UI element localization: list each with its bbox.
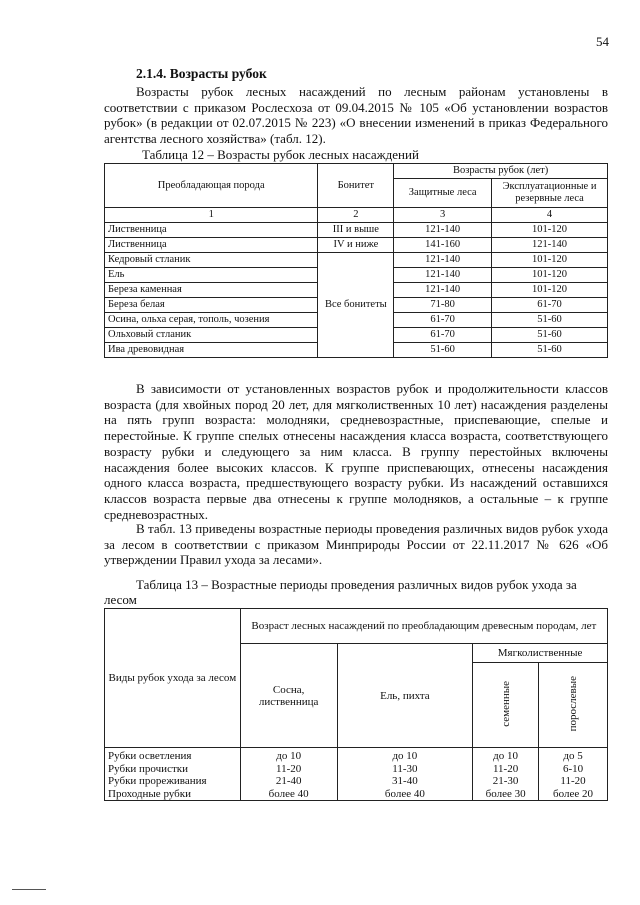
list-item: более 20 — [553, 787, 594, 800]
list-item: Рубки прореживания — [108, 775, 207, 787]
table-row — [105, 238, 608, 253]
list-item: Рубки прочистки — [108, 762, 188, 775]
list-item: 6-10 — [562, 762, 584, 775]
page-number: 54 — [596, 34, 609, 49]
list-item: Рубки осветления — [108, 750, 192, 762]
header-age-group: Возраст лесных насаждений по преобладающим древесным породам, лет — [240, 609, 607, 644]
species-cell: Осина, ольха серая, тополь, чозения — [105, 313, 318, 328]
paragraph-age-groups: В зависимости от установленных возрастов рубок и продолжительности классов возраста (для хвойных пород 20 лет, для мягколиственных 10 лет) насаждения разделены на пять групп возраста: молодняки, средневозрастные, приспевающие, спелые и перестойные. К группе спелых отнесены насаждения класса возраста, соответствующего возрасту рубки и следующего за ним класса. В группу перестойных включены насаждения более высоких классов. К группе приспевающих, отнесены насаждения одного класса возраста, предшествующего возрасту рубки. Из насаждений оставшихся классов возраста первые два отнесены к группе молодняков, а остальные – к группе средневозрастных. — [104, 381, 608, 522]
section-title: 2.1.4. Возрасты рубок — [136, 66, 267, 81]
list-item: более 40 — [268, 787, 309, 800]
spruce-cell — [337, 748, 473, 801]
list-item: более 40 — [384, 787, 425, 800]
bonitet-all-cell: Все бонитеты — [318, 253, 394, 358]
list-item: Проходные рубки — [108, 787, 191, 800]
protective-cell: 61-70 — [394, 313, 492, 328]
species-cell: Береза белая — [105, 298, 318, 313]
list-item: до 10 — [276, 750, 302, 762]
list-item: 11-20 — [560, 775, 586, 787]
species-cell: Лиственница — [105, 238, 318, 253]
exploitation-cell: 51-60 — [492, 328, 608, 343]
list-item: более 30 — [485, 787, 526, 800]
list-item: до 10 — [392, 750, 418, 762]
protective-cell: 121-140 — [394, 283, 492, 298]
col-number: 4 — [492, 208, 608, 223]
col-number: 3 — [394, 208, 492, 223]
table-row — [105, 253, 608, 268]
protective-cell: 141-160 — [394, 238, 492, 253]
header-coppice: порослевые — [539, 663, 608, 748]
list-item: 11-30 — [392, 762, 418, 775]
intro-paragraph: Возрасты рубок лесных насаждений по лесным районам установлены в соответствии с приказом Рослесхоза от 09.04.2015 № 105 «Об установлении возрастов рубок» (в редакции от 02.07.2015 № 223) «О внесении изменений в приказ Федерального агентства лесного хозяйства» (табл. 12). — [104, 84, 608, 147]
col-number: 2 — [318, 208, 394, 223]
header-pine: Сосна, лиственница — [240, 644, 337, 748]
table-row — [105, 223, 608, 238]
exploitation-cell: 101-120 — [492, 283, 608, 298]
list-item: до 10 — [493, 750, 519, 762]
species-cell: Ольховый стланик — [105, 328, 318, 343]
exploitation-cell: 101-120 — [492, 268, 608, 283]
exploitation-cell: 101-120 — [492, 253, 608, 268]
header-protective: Защитные леса — [394, 179, 492, 208]
exploitation-cell: 101-120 — [492, 223, 608, 238]
species-cell: Кедровый стланик — [105, 253, 318, 268]
list-item: 31-40 — [392, 775, 418, 787]
header-seed: семенные — [473, 663, 539, 748]
header-bonitet: Бонитет — [318, 164, 394, 208]
exploitation-cell: 51-60 — [492, 343, 608, 358]
list-item: 21-40 — [275, 775, 302, 787]
list-item: до 5 — [563, 750, 583, 762]
protective-cell: 61-70 — [394, 328, 492, 343]
footer-divider — [12, 889, 46, 890]
table13-caption: Таблица 13 – Возрастные периоды проведения различных видов рубок ухода за лесом — [104, 577, 577, 607]
protective-cell: 71-80 — [394, 298, 492, 313]
table-13 — [104, 608, 608, 801]
exploitation-cell: 61-70 — [492, 298, 608, 313]
header-softwood: Мягколиственные — [473, 644, 608, 663]
header-species: Преобладающая порода — [105, 164, 318, 208]
header-exploitation: Эксплуатационные и резервные леса — [492, 179, 608, 208]
protective-cell: 121-140 — [394, 223, 492, 238]
bonitet-cell: IV и ниже — [318, 238, 394, 253]
exploitation-cell: 51-60 — [492, 313, 608, 328]
coppice-cell — [539, 748, 608, 801]
list-item: 11-20 — [492, 762, 519, 775]
header-ages: Возрасты рубок (лет) — [394, 164, 608, 179]
table12-caption: Таблица 12 – Возрасты рубок лесных насаждений — [142, 147, 419, 162]
col-number: 1 — [105, 208, 318, 223]
species-cell: Ель — [105, 268, 318, 283]
protective-cell: 51-60 — [394, 343, 492, 358]
species-cell: Лиственница — [105, 223, 318, 238]
pine-cell — [240, 748, 337, 801]
header-spruce: Ель, пихта — [337, 644, 473, 748]
exploitation-cell: 121-140 — [492, 238, 608, 253]
table-12 — [104, 163, 608, 358]
species-cell: Береза каменная — [105, 283, 318, 298]
protective-cell: 121-140 — [394, 253, 492, 268]
bonitet-cell: III и выше — [318, 223, 394, 238]
species-cell: Ива древовидная — [105, 343, 318, 358]
list-item: 21-30 — [492, 775, 519, 787]
types-cell — [105, 748, 241, 801]
header-types: Виды рубок ухода за лесом — [105, 609, 241, 748]
list-item: 11-20 — [276, 762, 302, 775]
seed-cell — [473, 748, 539, 801]
protective-cell: 121-140 — [394, 268, 492, 283]
paragraph-table13-intro: В табл. 13 приведены возрастные периоды проведения различных видов рубок ухода за лесом в соответствии с приказом Минприроды России от 22.11.2017 № 626 «Об утверждении Правил ухода за лесами». — [104, 521, 608, 568]
